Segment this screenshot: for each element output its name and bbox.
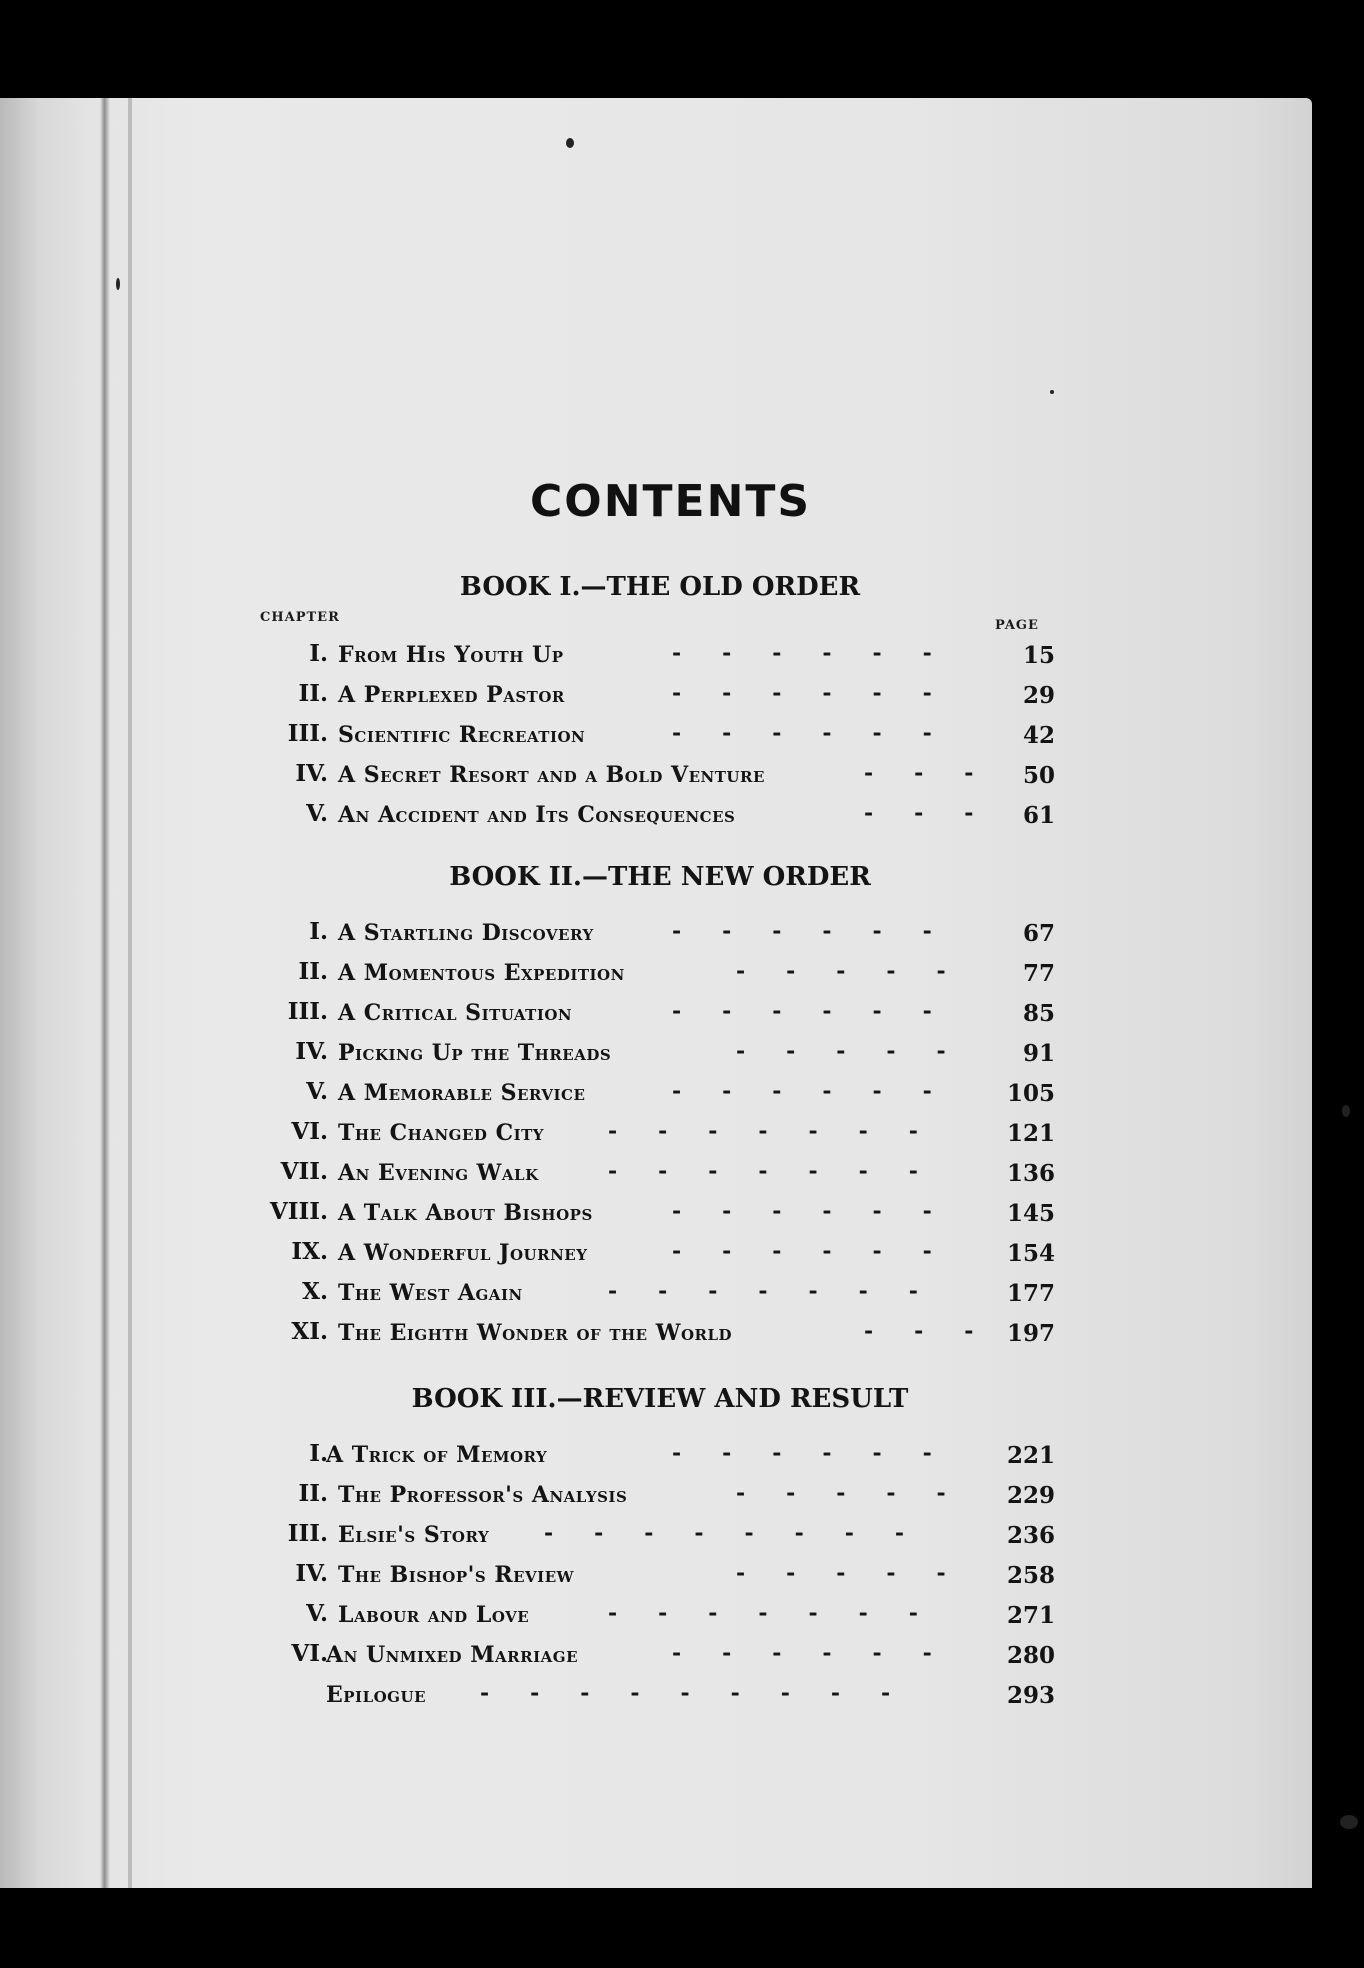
chapter-number: III. — [287, 1520, 328, 1547]
toc-entry[interactable] — [0, 680, 1364, 716]
toc-entry[interactable] — [0, 1078, 1364, 1114]
chapter-number: X. — [302, 1278, 328, 1305]
chapter-number: V. — [306, 800, 328, 827]
page-number: 293 — [1006, 1682, 1055, 1709]
chapter-number: II. — [298, 958, 328, 985]
toc-entry[interactable] — [0, 998, 1364, 1034]
toc-entry[interactable] — [0, 1520, 1364, 1556]
page-number: 61 — [1022, 802, 1055, 829]
book-heading: BOOK I.—THE OLD ORDER — [459, 572, 861, 602]
chapter-title: A Momentous Expedition — [338, 960, 625, 986]
chapter-number: V. — [306, 1600, 328, 1627]
dot-leader: ------- — [608, 1158, 959, 1184]
toc-entry[interactable] — [0, 1238, 1364, 1274]
page-title: CONTENTS — [530, 476, 812, 527]
toc-entry[interactable] — [0, 918, 1364, 954]
toc-entry[interactable] — [0, 1560, 1364, 1596]
dot-leader: ------- — [608, 1600, 959, 1626]
dot-leader: ------ — [672, 998, 973, 1024]
page-number: 229 — [1006, 1482, 1055, 1509]
page-number: 154 — [1006, 1240, 1055, 1267]
chapter-title: The Bishop's Review — [338, 1562, 574, 1588]
page-number: 221 — [1006, 1442, 1055, 1469]
dot-leader: ------ — [672, 1640, 973, 1666]
chapter-title: An Evening Walk — [338, 1160, 539, 1186]
page-number: 121 — [1006, 1120, 1055, 1147]
toc-entry[interactable] — [0, 640, 1364, 676]
chapter-title: The Professor's Analysis — [338, 1482, 628, 1508]
dot-leader: ----- — [736, 958, 987, 984]
book-heading: BOOK II.—THE NEW ORDER — [449, 862, 871, 892]
page-number: 15 — [1022, 642, 1055, 669]
chapter-title: The Changed City — [338, 1120, 544, 1146]
chapter-number: IV. — [295, 1560, 328, 1587]
page-number: 197 — [1006, 1320, 1055, 1347]
dot-leader: -------- — [544, 1520, 946, 1546]
page-number: 105 — [1006, 1080, 1055, 1107]
page-number: 29 — [1022, 682, 1055, 709]
chapter-number: I. — [309, 1440, 328, 1467]
page-number: 177 — [1006, 1280, 1055, 1307]
dot-leader: ------ — [672, 918, 973, 944]
chapter-number: IX. — [291, 1238, 328, 1265]
chapter-title: The West Again — [338, 1280, 523, 1306]
page-number: 67 — [1022, 920, 1055, 947]
page-column-label: PAGE — [995, 618, 1039, 633]
dot-leader: ----- — [736, 1038, 987, 1064]
page-number: 258 — [1006, 1562, 1055, 1589]
chapter-title: A Memorable Service — [338, 1080, 586, 1106]
chapter-title: A Trick of Memory — [326, 1442, 548, 1468]
dot-leader: --- — [864, 1318, 1015, 1344]
chapter-number: I. — [309, 918, 328, 945]
dot-leader: ------ — [672, 1198, 973, 1224]
chapter-number: II. — [298, 1480, 328, 1507]
chapter-title: From His Youth Up — [338, 642, 564, 668]
toc-entry[interactable] — [0, 1318, 1364, 1354]
page-number: 77 — [1022, 960, 1055, 987]
dot-leader: ------- — [608, 1278, 959, 1304]
chapter-number: II. — [298, 680, 328, 707]
toc-entry[interactable] — [0, 1480, 1364, 1516]
dot-leader: ------ — [672, 1238, 973, 1264]
page-number: 91 — [1022, 1040, 1055, 1067]
toc-entry[interactable] — [0, 760, 1364, 796]
toc-entry[interactable] — [0, 1118, 1364, 1154]
chapter-title: An Unmixed Marriage — [326, 1642, 579, 1668]
chapter-title: A Critical Situation — [338, 1000, 573, 1026]
chapter-number: III. — [287, 720, 328, 747]
chapter-title: Scientific Recreation — [338, 722, 586, 748]
chapter-title: Epilogue — [326, 1682, 427, 1708]
chapter-number: VIII. — [269, 1198, 328, 1225]
toc-entry[interactable] — [0, 1680, 1364, 1716]
toc-entry[interactable] — [0, 720, 1364, 756]
chapter-number: VI. — [291, 1640, 328, 1667]
chapter-number: VI. — [291, 1118, 328, 1145]
page-number: 85 — [1022, 1000, 1055, 1027]
dot-leader: --- — [864, 760, 1015, 786]
toc-entry[interactable] — [0, 1158, 1364, 1194]
dot-leader: --- — [864, 800, 1015, 826]
toc-entry[interactable] — [0, 1440, 1364, 1476]
page-number: 280 — [1006, 1642, 1055, 1669]
chapter-number: IV. — [295, 1038, 328, 1065]
chapter-number: XI. — [291, 1318, 328, 1345]
dot-leader: ------ — [672, 1440, 973, 1466]
chapter-title: A Startling Discovery — [338, 920, 594, 946]
page-number: 271 — [1006, 1602, 1055, 1629]
chapter-title: Labour and Love — [338, 1602, 530, 1628]
chapter-title: An Accident and Its Consequences — [338, 802, 736, 828]
page-number: 136 — [1006, 1160, 1055, 1187]
chapter-title: A Talk About Bishops — [338, 1200, 593, 1226]
dot-leader: ------ — [672, 680, 973, 706]
chapter-title: Elsie's Story — [338, 1522, 490, 1548]
dot-leader: ------ — [672, 640, 973, 666]
chapter-title: A Secret Resort and a Bold Venture — [338, 762, 765, 788]
chapter-number: III. — [287, 998, 328, 1025]
toc-entry[interactable] — [0, 800, 1364, 836]
chapter-title: The Eighth Wonder of the World — [338, 1320, 733, 1346]
chapter-number: VII. — [280, 1158, 328, 1185]
chapter-title: A Wonderful Journey — [338, 1240, 588, 1266]
page-number: 145 — [1006, 1200, 1055, 1227]
dot-leader: ------ — [672, 720, 973, 746]
dot-leader: ----- — [736, 1560, 987, 1586]
chapter-number: I. — [309, 640, 328, 667]
chapter-title: A Perplexed Pastor — [338, 682, 565, 708]
toc-entry[interactable] — [0, 1278, 1364, 1314]
toc-entry[interactable] — [0, 1640, 1364, 1676]
page-number: 236 — [1006, 1522, 1055, 1549]
book-heading: BOOK III.—REVIEW AND RESULT — [411, 1384, 909, 1414]
toc-entry[interactable] — [0, 1198, 1364, 1234]
chapter-number: V. — [306, 1078, 328, 1105]
dot-leader: ----- — [736, 1480, 987, 1506]
chapter-title: Picking Up the Threads — [338, 1040, 612, 1066]
toc-entry[interactable] — [0, 1038, 1364, 1074]
dot-leader: --------- — [480, 1680, 932, 1706]
chapter-number: IV. — [295, 760, 328, 787]
dot-leader: ------ — [672, 1078, 973, 1104]
page-number: 42 — [1022, 722, 1055, 749]
toc-entry[interactable] — [0, 1600, 1364, 1636]
chapter-column-label: CHAPTER — [260, 610, 340, 625]
toc-entry[interactable] — [0, 958, 1364, 994]
dot-leader: ------- — [608, 1118, 959, 1144]
page-number: 50 — [1022, 762, 1055, 789]
